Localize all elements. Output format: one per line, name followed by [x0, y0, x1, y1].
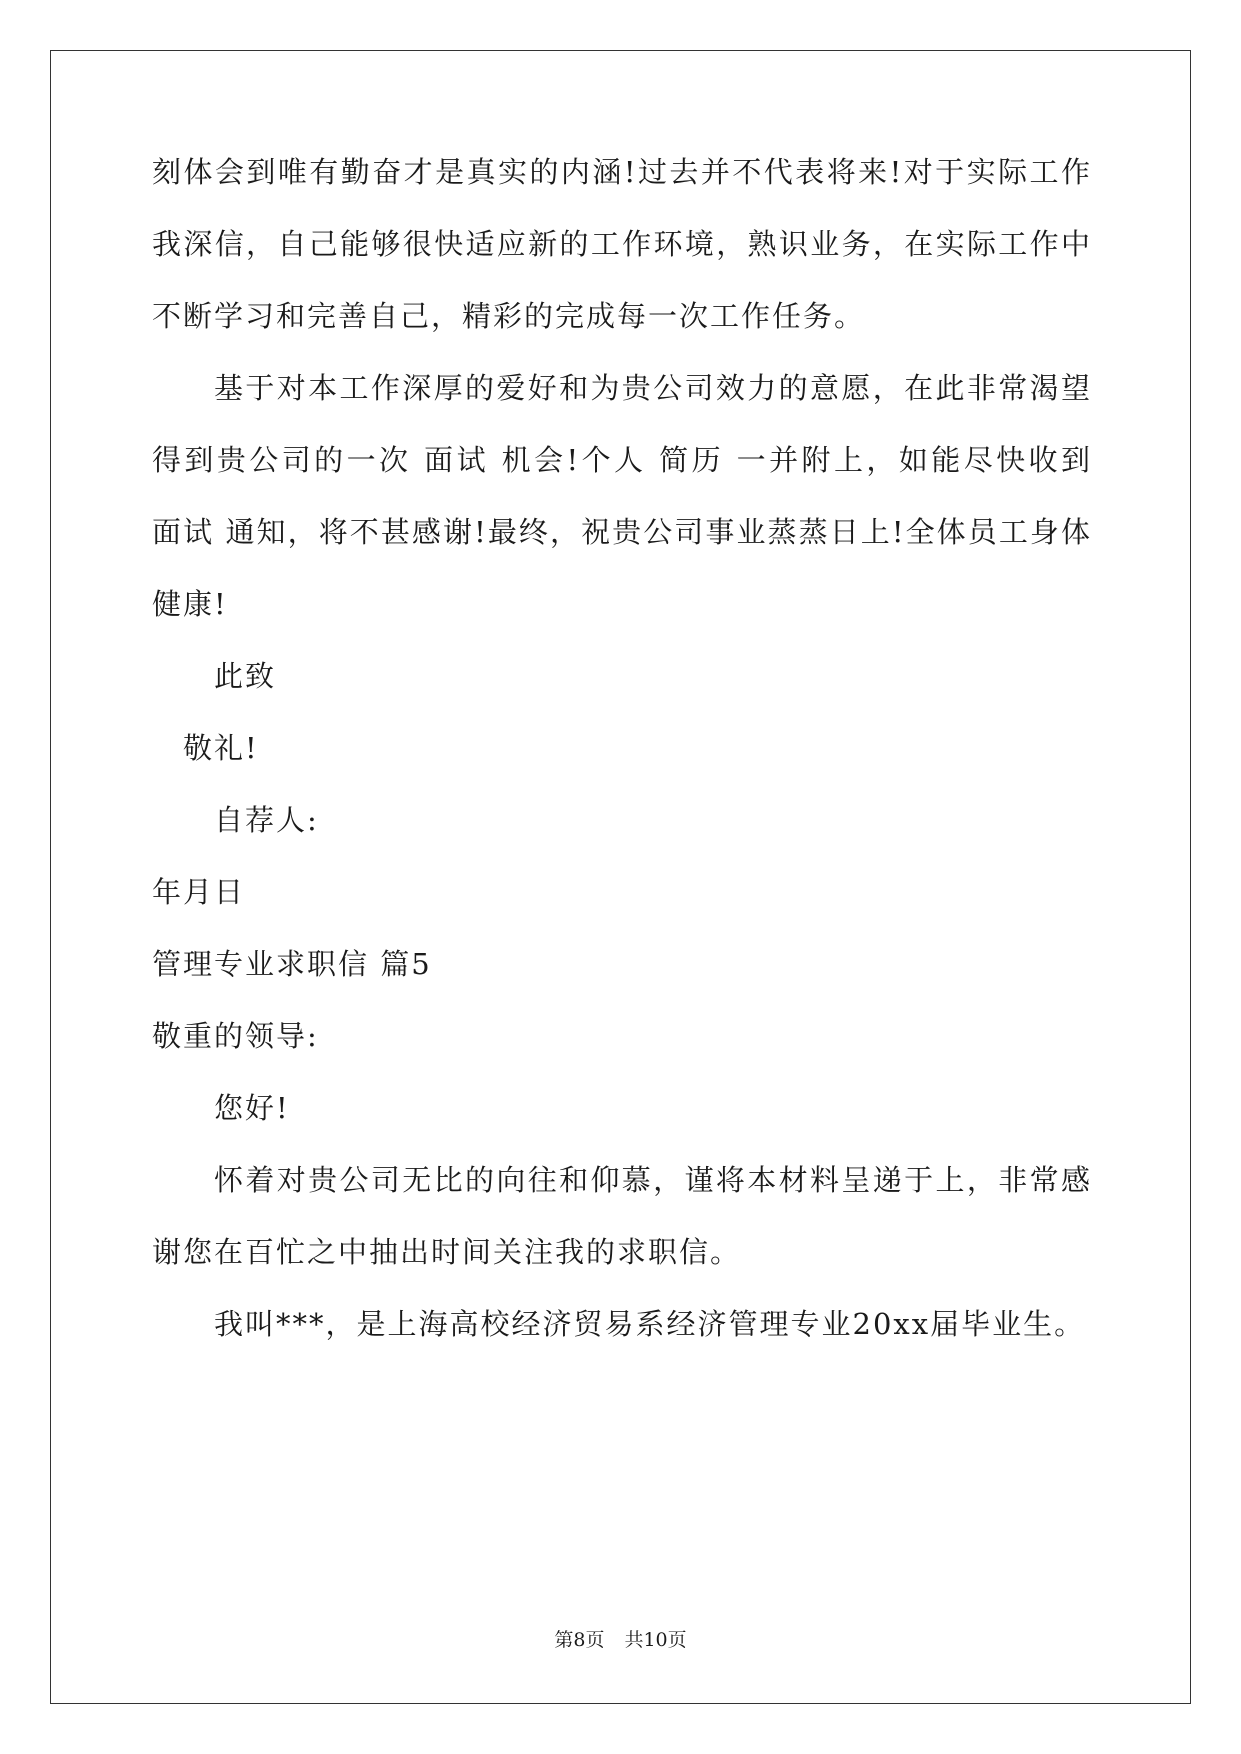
- closing-regards: 敬礼!: [183, 731, 259, 765]
- greeting-hello: 您好!: [214, 1091, 290, 1125]
- paragraph-line: 健康!: [152, 587, 228, 621]
- closing-salutation: 此致: [214, 659, 277, 693]
- paragraph-line: 面试 通知，将不甚感谢!最终，祝贵公司事业蒸蒸日上!全体员工身体: [152, 515, 1090, 549]
- section-heading: 管理专业求职信 篇5: [152, 947, 432, 981]
- paragraph-line: 我叫***，是上海高校经济贸易系经济管理专业20xx届毕业生。: [214, 1307, 1086, 1341]
- paragraph-line: 谢您在百忙之中抽出时间关注我的求职信。: [152, 1235, 742, 1269]
- paragraph-line: 不断学习和完善自己，精彩的完成每一次工作任务。: [152, 299, 866, 333]
- page-number: 第8页: [554, 1629, 605, 1651]
- page-total: 共10页: [624, 1629, 687, 1651]
- paragraph-line: 我深信，自己能够很快适应新的工作环境，熟识业务，在实际工作中: [152, 227, 1090, 261]
- paragraph-line: 基于对本工作深厚的爱好和为贵公司效力的意愿，在此非常渴望: [214, 371, 1090, 405]
- paragraph-line: 得到贵公司的一次 面试 机会!个人 简历 一并附上，如能尽快收到: [152, 443, 1090, 477]
- paragraph-line: 怀着对贵公司无比的向往和仰慕，谨将本材料呈递于上，非常感: [214, 1163, 1090, 1197]
- paragraph-line: 刻体会到唯有勤奋才是真实的内涵!过去并不代表将来!对于实际工作: [152, 155, 1090, 189]
- page-footer: [0, 1628, 1241, 1652]
- signature-label: 自荐人:: [214, 803, 319, 837]
- date-line: 年月日: [152, 875, 246, 909]
- greeting-line: 敬重的领导:: [152, 1019, 319, 1053]
